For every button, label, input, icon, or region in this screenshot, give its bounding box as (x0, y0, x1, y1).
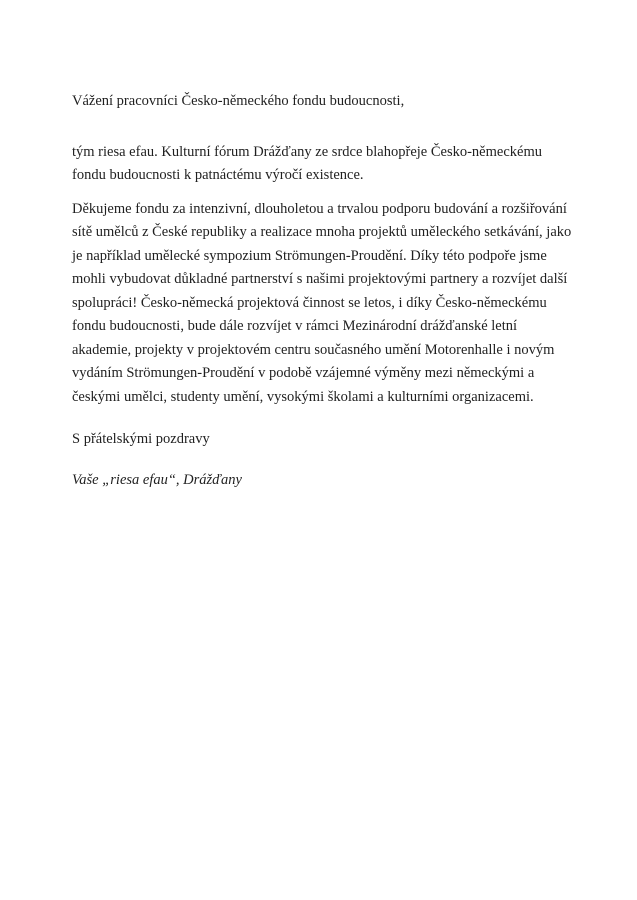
paragraph-congratulation: tým riesa efau. Kulturní fórum Drážďany ze srdce blahopřeje Česko-německému fondu budoucnosti k patnáctému výročí existence. (72, 143, 542, 183)
signature-line: Vaše „riesa efau“, Drážďany (72, 471, 242, 488)
paragraph-thanks: Děkujeme fondu za intenzivní, dlouholetou a trvalou podporu budování a rozšiřování sítě umělců z České republiky a realizace mnoha projektů uměleckého setkávání, jako je například umělecké sympozium Strömungen-Proudění. Díky této podpoře jsme mohli vybudovat důkladné partnerství s našimi projektovými partnery a rozvíjet další spolupráci! Česko-německá projektová činnost se letos, i díky Česko-německému fondu budoucnosti, bude dále rozvíjet v rámci Mezinárodní drážďanské letní akademie, projekty v projektovém centru současného umění Motorenhalle i novým vydáním Strömungen-Proudění v podobě vzájemné výměny mezi německými a českými umělci, studenty umění, vysokými školami a kulturními organizacemi. (72, 200, 572, 405)
salutation: Vážení pracovníci Česko-německého fondu budoucnosti, (72, 93, 405, 109)
closing: S přátelskými pozdravy (72, 431, 210, 447)
letter-body (72, 90, 574, 492)
